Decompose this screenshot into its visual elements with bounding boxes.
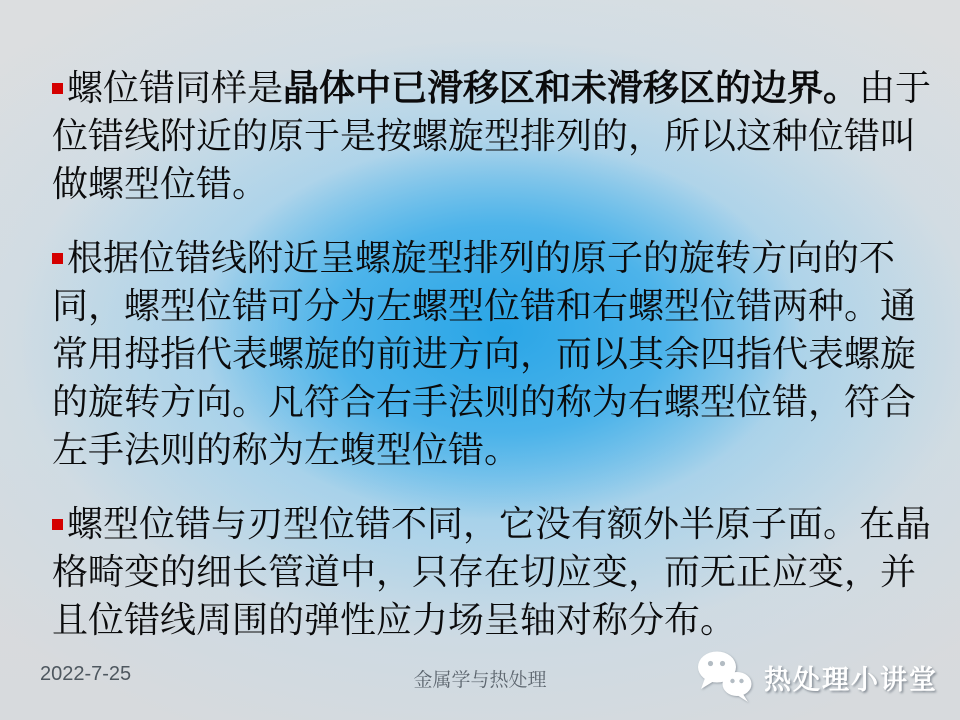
footer-course-title: 金属学与热处理: [413, 670, 547, 691]
paragraph-2-text: 根据位错线附近呈螺旋型排列的原子的旋转方向的不同，螺型位错可分为左螺型位错和右螺型位错两种。通常用拇指代表螺旋的前进方向，而以其余四指代表螺旋的旋转方向。凡符合右手法则的称为右螺型位错，符合左手法则的称为左蝮型位错。: [52, 238, 917, 470]
slide-date: 2022-7-25: [40, 663, 132, 685]
paragraph-1-prefix: 螺位错同样是: [67, 68, 284, 108]
watermark: [696, 648, 938, 706]
bullet-paragraph-2: [52, 234, 932, 474]
paragraph-1-suffix: 由于位错线附近的原于是按螺旋型排列的，所以这种位错叫做螺型位错。: [52, 68, 932, 204]
slide-body: [52, 64, 932, 670]
bullet-icon: [52, 253, 63, 264]
bullet-icon: [52, 83, 63, 94]
paragraph-3-text: 螺型位错与刃型位错不同，它没有额外半原子面。在晶格畸变的细长管道中，只存在切应变，而无正应变，并且位错线周围的弹性应力场呈轴对称分布。: [52, 504, 932, 640]
wechat-bubbles-icon: [696, 650, 754, 704]
bullet-icon: [52, 519, 63, 530]
bullet-paragraph-1: [52, 64, 932, 208]
paragraph-1-bold: 晶体中已滑移区和未滑移区的边界。: [283, 68, 860, 108]
watermark-text: 热处理小讲堂: [764, 664, 938, 695]
bullet-paragraph-3: [52, 500, 932, 644]
